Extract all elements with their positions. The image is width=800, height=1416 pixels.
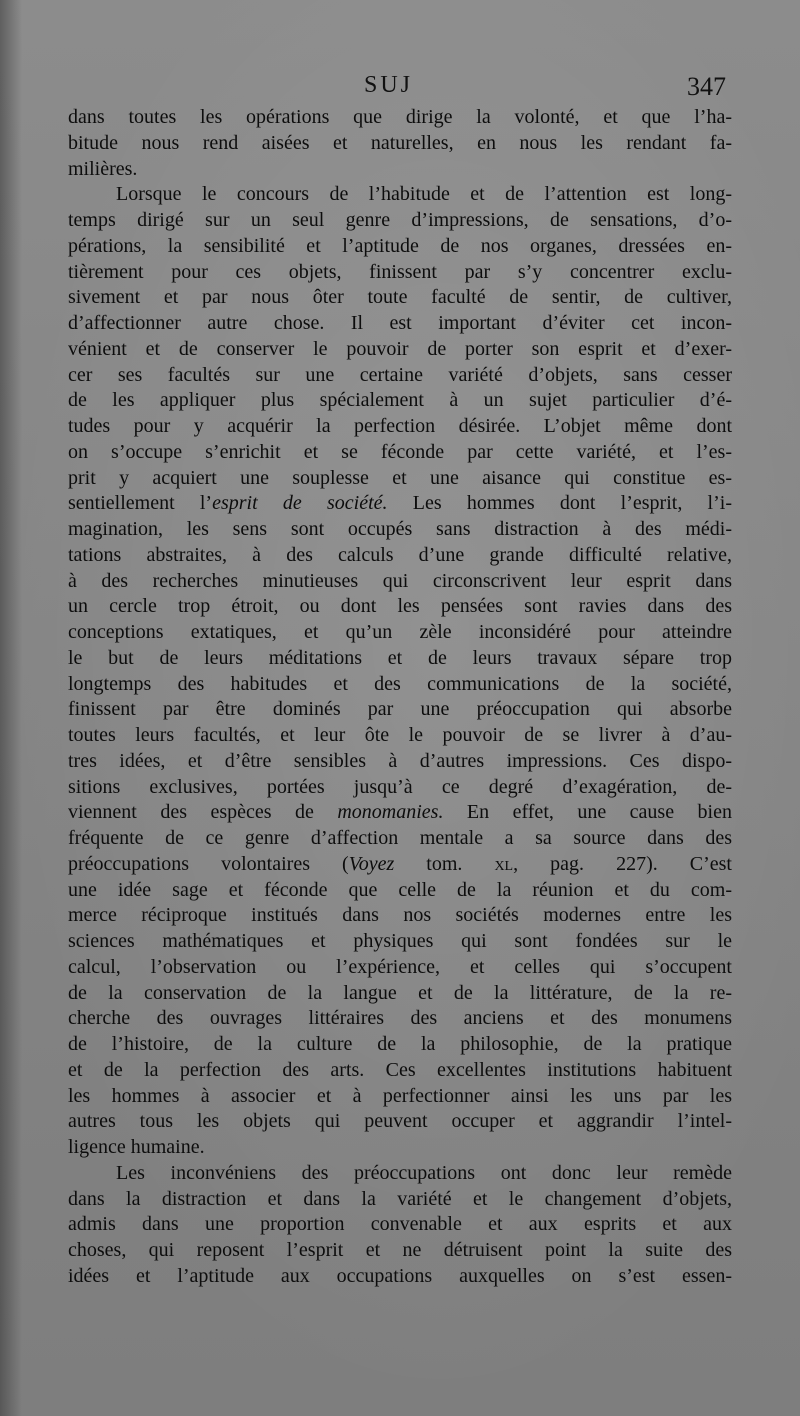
text-line: de l’histoire, de la culture de la philosophie, de la pratique bbox=[68, 1033, 732, 1055]
text-line: autres tous les objets qui peuvent occuper et aggrandir l’intel- bbox=[68, 1110, 732, 1133]
text-line: conceptions extatiques, et qu’un zèle inconsidéré pour atteindre bbox=[68, 621, 732, 643]
text-line: idées et l’aptitude aux occupations auxquelles on s’est essen- bbox=[68, 1264, 732, 1287]
text-line: fréquente de ce genre d’affection mentale a sa source dans des bbox=[68, 827, 732, 849]
text-line: calcul, l’observation ou l’expérience, et celles qui s’occupent bbox=[68, 955, 732, 978]
text-line: cer ses facultés sur une certaine variété d’objets, sans cesser bbox=[68, 363, 732, 386]
text-line: dans toutes les opérations que dirige la volonté, et que l’ha- bbox=[68, 106, 732, 128]
text-line: choses, qui reposent l’esprit et ne détruisent point la suite des bbox=[68, 1239, 732, 1261]
text-line: tations abstraites, à des calculs d’une grande difficulté relative, bbox=[68, 543, 732, 566]
text-segment: viennent des espèces de bbox=[68, 801, 338, 824]
text-line: sivement et par nous ôter toute faculté de sentir, de cultiver, bbox=[68, 286, 732, 309]
text-line: finissent par être dominés par une préoccupation qui absorbe bbox=[68, 698, 732, 721]
text-line: sciences mathématiques et physiques qui sont fondées sur le bbox=[68, 930, 732, 952]
italic-phrase: Voyez bbox=[348, 852, 395, 875]
italic-phrase: esprit de société. bbox=[212, 492, 388, 515]
text-line: d’affectionner autre chose. Il est important d’éviter cet incon- bbox=[68, 312, 732, 334]
text-line: bitude nous rend aisées et naturelles, en nous les rendant fa- bbox=[68, 131, 732, 154]
text-line: cherche des ouvrages littéraires des anciens et des monumens bbox=[68, 1007, 732, 1030]
text-line: milières. bbox=[68, 157, 138, 180]
text-segment: sentiellement l’ bbox=[68, 492, 213, 515]
text-line: Les inconvéniens des préoccupations ont donc leur remède bbox=[116, 1161, 732, 1184]
text-line: à des recherches minutieuses qui circonscrivent leur esprit dans bbox=[68, 569, 732, 592]
text-segment: tom. bbox=[394, 852, 495, 875]
text-line: une idée sage et féconde que celle de la réunion et du com- bbox=[68, 878, 732, 901]
text-line: merce réciproque institués dans nos sociétés modernes entre les bbox=[68, 904, 732, 927]
text-line: admis dans une proportion convenable et aux esprits et aux bbox=[68, 1213, 732, 1236]
text-line: et de la perfection des arts. Ces excellentes institutions habituent bbox=[68, 1058, 732, 1081]
volume-numeral: xl bbox=[494, 852, 514, 875]
paragraph-3 bbox=[68, 1161, 732, 1290]
text-line: magination, les sens sont occupés sans distraction à des médi- bbox=[68, 518, 732, 540]
text-line: toutes leurs facultés, et leur ôte le pouvoir de se livrer à d’au- bbox=[68, 724, 732, 746]
page-gutter-shadow bbox=[0, 0, 22, 1416]
text-line: un cercle trop étroit, ou dont les pensées sont ravies dans des bbox=[68, 595, 732, 618]
text-line: tudes pour y acquérir la perfection désirée. L’objet même dont bbox=[68, 415, 732, 437]
running-head: SUJ bbox=[364, 72, 414, 98]
text-line: sitions exclusives, portées jusqu’à ce degré d’exagération, de- bbox=[68, 775, 732, 798]
text-line bbox=[68, 800, 732, 826]
text-line: longtemps des habitudes et des communications de la société, bbox=[68, 672, 732, 695]
text-line: tres idées, et d’être sensibles à d’autres impressions. Ces dispo- bbox=[68, 749, 732, 772]
text-line: tièrement pour ces objets, finissent par s’y concentrer exclu- bbox=[68, 260, 732, 283]
paragraph-1 bbox=[68, 105, 732, 182]
text-segment: , pag. 227). C’est bbox=[513, 852, 732, 875]
page-header bbox=[66, 72, 730, 104]
italic-phrase: monomanies. bbox=[337, 801, 444, 824]
text-line: prit y acquiert une souplesse et une aisance qui constitue es- bbox=[68, 466, 732, 489]
text-line: temps dirigé sur un seul genre d’impressions, de sensations, d’o- bbox=[68, 209, 732, 231]
page-number: 347 bbox=[687, 72, 726, 101]
text-segment: préoccupations volontaires ( bbox=[68, 852, 349, 875]
text-line: vénient et de conserver le pouvoir de porter son esprit et d’exer- bbox=[68, 337, 732, 360]
text-line: Lorsque le concours de l’habitude et de l’attention est long- bbox=[116, 183, 732, 206]
text-line bbox=[68, 491, 732, 517]
text-segment: Les hommes dont l’esprit, l’i- bbox=[387, 492, 732, 515]
text-line bbox=[68, 852, 732, 878]
text-line: de les appliquer plus spécialement à un sujet particulier d’é- bbox=[68, 389, 732, 412]
text-line: les hommes à associer et à perfectionner ainsi les uns par les bbox=[68, 1084, 732, 1107]
text-line: on s’occupe s’enrichit et se féconde par cette variété, et l’es- bbox=[68, 440, 732, 463]
text-segment: En effet, une cause bien bbox=[443, 801, 732, 824]
text-line: de la conservation de la langue et de la littérature, de la re- bbox=[68, 981, 732, 1004]
text-line: le but de leurs méditations et de leurs travaux sépare trop bbox=[68, 646, 732, 669]
text-line: ligence humaine. bbox=[68, 1136, 205, 1158]
text-line: pérations, la sensibilité et l’aptitude de nos organes, dressées en- bbox=[68, 234, 732, 257]
text-line: dans la distraction et dans la variété et le changement d’objets, bbox=[68, 1187, 732, 1210]
paragraph-2 bbox=[68, 182, 732, 1161]
body-text bbox=[68, 105, 732, 1290]
